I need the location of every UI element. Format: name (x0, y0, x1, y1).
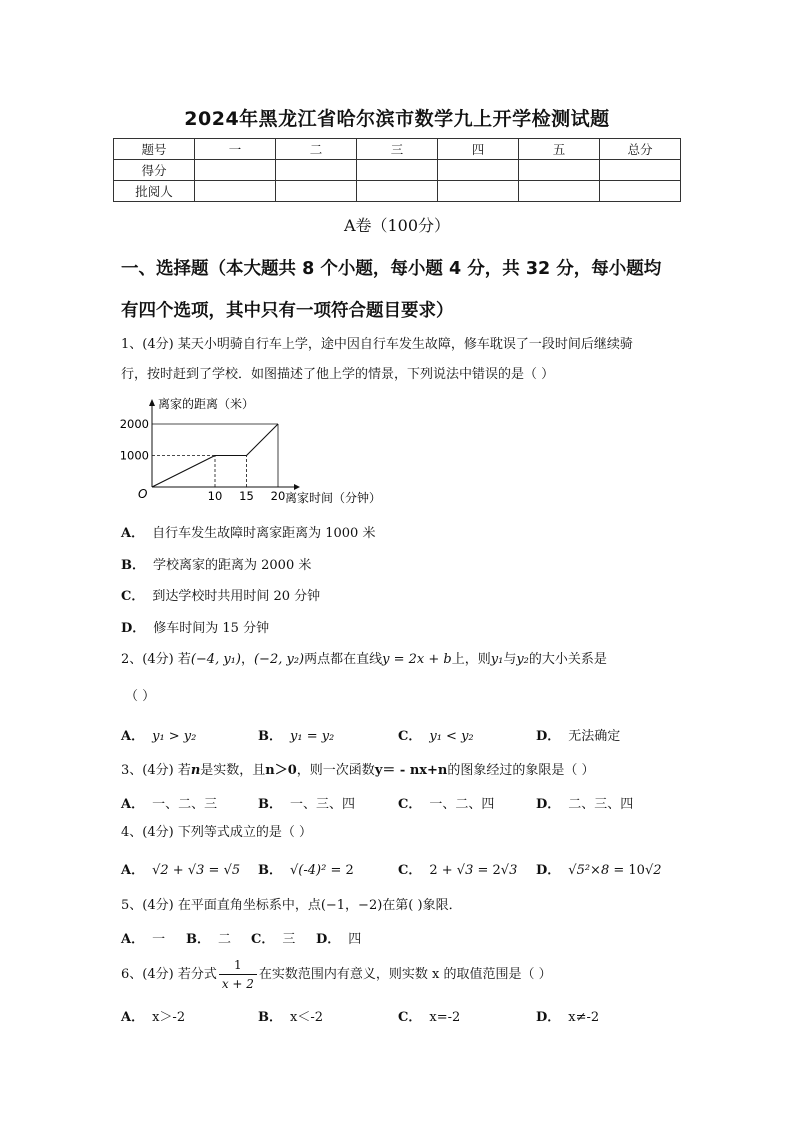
q6-option-c (398, 1006, 460, 1025)
option-key: C． (251, 932, 275, 947)
x-axis-arrow (294, 484, 300, 490)
part-one-heading-line2: 有四个选项，其中只有一项符合题目要求） (121, 301, 454, 321)
q1-option-a (121, 522, 375, 541)
q2-y1: y₁ (490, 652, 504, 667)
q5-option-d (316, 928, 361, 947)
score-header-cell: 二 (276, 139, 357, 160)
y-tick-label: 2000 (120, 417, 149, 431)
q4-a-plus: + (172, 863, 184, 878)
origin-label: O (138, 487, 148, 501)
q2-sep: ， (240, 652, 254, 667)
option-key: C． (398, 729, 422, 744)
y-axis-arrow (149, 399, 155, 406)
q2-option-b (258, 725, 334, 744)
option-key: B． (258, 863, 282, 878)
q6-suffix: 在实数范围内有意义，则实数 x 的取值范围是（ ） (258, 967, 552, 982)
score-cell (600, 160, 681, 181)
score-header-cell: 五 (519, 139, 600, 160)
option-text: 二、三、四 (568, 797, 634, 812)
data-segment (247, 424, 279, 456)
q6-option-b (258, 1006, 323, 1025)
x-tick-label: 10 (207, 489, 223, 503)
option-key: A． (121, 1010, 145, 1025)
q6-option-a (121, 1006, 185, 1025)
score-cell (276, 160, 357, 181)
part-one-heading-line1: 一、选择题（本大题共 8 个小题，每小题 4 分，共 32 分，每小题均 (121, 259, 662, 279)
q2-point-2: (−2, y₂) (253, 652, 305, 667)
score-header-cell: 一 (195, 139, 276, 160)
q4-d-term1: √5²×8 (568, 863, 610, 878)
score-cell (276, 181, 357, 202)
option-text: x≠-2 (568, 1010, 600, 1025)
q3-n: n (190, 763, 201, 778)
option-key: D． (316, 932, 341, 947)
q2-point-1: (−4, y₁) (190, 652, 241, 667)
option-key: C． (398, 797, 422, 812)
option-text: 一、二、三 (152, 797, 218, 812)
q4-b-term1: √(-4)² (290, 863, 327, 878)
q4-option-b (258, 859, 354, 878)
option-key: C． (398, 1010, 422, 1025)
option-text: y₁ > y₂ (152, 729, 197, 744)
option-key: C． (398, 863, 422, 878)
q1-option-c (121, 585, 320, 604)
q3-condition: n＞0 (265, 763, 297, 778)
q4-c-term2: √3 (456, 863, 474, 878)
q1-text-line1: 1、(4分) 某天小明骑自行车上学，途中因自行车发生故障，修车耽误了一段时间后继续骑 (121, 337, 633, 352)
score-cell (357, 181, 438, 202)
q2-y2: y₂ (516, 652, 529, 667)
score-header-cell: 总分 (600, 139, 681, 160)
q3-function: y＝ - nx+n (374, 763, 448, 778)
option-key: A． (121, 526, 145, 541)
option-key: D． (536, 797, 561, 812)
option-key: A． (121, 797, 145, 812)
q1-option-b (121, 554, 311, 573)
option-text: y₁ = y₂ (290, 729, 335, 744)
q2-suffix: 的大小关系是 (528, 652, 607, 667)
q4-text: 4、(4分) 下列等式成立的是（ ） (121, 825, 312, 840)
score-cell (438, 160, 519, 181)
option-text: 一、三、四 (290, 797, 356, 812)
score-table-header-row (114, 139, 681, 160)
q4-d-eq: = 10 (613, 863, 645, 878)
score-cell (600, 181, 681, 202)
data-segment (152, 456, 215, 488)
q2-text (121, 651, 696, 669)
score-header-cell: 三 (357, 139, 438, 160)
q6-denominator: x + 2 (221, 977, 254, 991)
q4-a-term3: √5 (223, 863, 241, 878)
q4-b-rest: = 2 (330, 863, 354, 878)
q3-option-a (121, 793, 217, 812)
option-key: B． (121, 558, 145, 573)
q2-option-c (398, 725, 474, 744)
option-text: 一、二、四 (429, 797, 495, 812)
option-key: B． (258, 729, 282, 744)
q6-prefix: 6、(4分) 若分式 (121, 967, 217, 982)
y-axis-label: 离家的距离（米） (158, 397, 255, 411)
q2-prefix: 2、(4分) 若 (121, 652, 191, 667)
q4-option-d (536, 859, 662, 878)
option-key: C． (121, 589, 145, 604)
option-text: 到达学校时共用时间 20 分钟 (152, 589, 321, 604)
score-row-label: 批阅人 (114, 181, 195, 202)
exam-title: 2024年黑龙江省哈尔滨市数学九上开学检测试题 (184, 108, 610, 130)
score-header-cell: 四 (438, 139, 519, 160)
q4-c-eq: = 2 (477, 863, 501, 878)
option-key: D． (536, 1010, 561, 1025)
q3-prefix: 3、(4分) 若 (121, 763, 191, 778)
q5-option-b (186, 928, 231, 947)
q4-c-term1: 2 + (429, 863, 453, 878)
q4-a-term1: √2 (152, 863, 169, 878)
option-text: y₁ < y₂ (429, 729, 474, 744)
q3-option-b (258, 793, 355, 812)
q3-option-d (536, 793, 633, 812)
score-cell (438, 181, 519, 202)
q3-text (121, 762, 696, 780)
q5-option-c (251, 928, 295, 947)
option-key: D． (536, 729, 561, 744)
option-text: 一 (152, 932, 166, 947)
q2-line-eq: y = 2x + b (382, 652, 452, 667)
q2-option-d (536, 725, 620, 744)
option-key: A． (121, 932, 145, 947)
score-header-cell: 题号 (114, 139, 195, 160)
option-key: A． (121, 863, 145, 878)
q4-a-term2: √3 (187, 863, 205, 878)
q3-option-c (398, 793, 494, 812)
q6-fraction (219, 956, 257, 993)
q2-answer-paren: （ ） (125, 689, 156, 704)
q4-d-term2: √2 (644, 863, 662, 878)
q5-text: 5、(4分) 在平面直角坐标系中，点(−1，−2)在第( )象限． (121, 898, 462, 913)
option-key: B． (186, 932, 210, 947)
score-cell (195, 160, 276, 181)
q2-mid3: 与 (503, 652, 517, 667)
q3-suffix: 的图象经过的象限是（ ） (447, 763, 595, 778)
section-a-title: A卷（100分） (343, 216, 451, 235)
q5-option-a (121, 928, 165, 947)
score-row-label: 得分 (114, 160, 195, 181)
option-text: x=-2 (429, 1010, 461, 1025)
q2-mid: 两点都在直线 (304, 652, 383, 667)
q6-option-d (536, 1006, 599, 1025)
x-tick-label: 15 (239, 489, 254, 503)
option-text: 自行车发生故障时离家距离为 1000 米 (152, 526, 376, 541)
x-tick-label: 20 (270, 489, 286, 503)
option-text: 四 (348, 932, 362, 947)
option-text: 学校离家的距离为 2000 米 (153, 558, 312, 573)
score-cell (519, 160, 600, 181)
q4-a-eq: = (208, 863, 220, 878)
q6-numerator: 1 (219, 956, 257, 975)
score-cell (519, 181, 600, 202)
score-table-row (114, 160, 681, 181)
q6-text (121, 956, 696, 993)
score-cell (357, 160, 438, 181)
q4-c-term3: √3 (500, 863, 518, 878)
q1-option-d (121, 617, 269, 636)
option-text: x＞-2 (152, 1010, 186, 1025)
q3-mid2: ，则一次函数 (296, 763, 375, 778)
q2-option-a (121, 725, 196, 744)
option-text: 无法确定 (568, 729, 621, 744)
option-key: D． (536, 863, 561, 878)
option-key: D． (121, 621, 146, 636)
score-cell (195, 181, 276, 202)
option-text: 修车时间为 15 分钟 (153, 621, 270, 636)
q1-text-line2: 行，按时赶到了学校．如图描述了他上学的情景，下列说法中错误的是（ ） (121, 367, 555, 382)
option-text: 三 (282, 932, 296, 947)
score-table (113, 138, 681, 202)
q4-option-a (121, 859, 240, 878)
option-key: B． (258, 1010, 282, 1025)
q2-mid2: 上，则 (451, 652, 491, 667)
q1-distance-time-chart (120, 392, 420, 512)
y-tick-label: 1000 (120, 448, 149, 463)
option-key: B． (258, 797, 282, 812)
q3-mid1: 是实数，且 (200, 763, 266, 778)
option-key: A． (121, 729, 145, 744)
q4-option-c (398, 859, 517, 878)
score-table-row (114, 181, 681, 202)
x-axis-label: 离家时间（分钟） (285, 491, 382, 505)
option-text: x＜-2 (290, 1010, 323, 1025)
option-text: 二 (218, 932, 232, 947)
